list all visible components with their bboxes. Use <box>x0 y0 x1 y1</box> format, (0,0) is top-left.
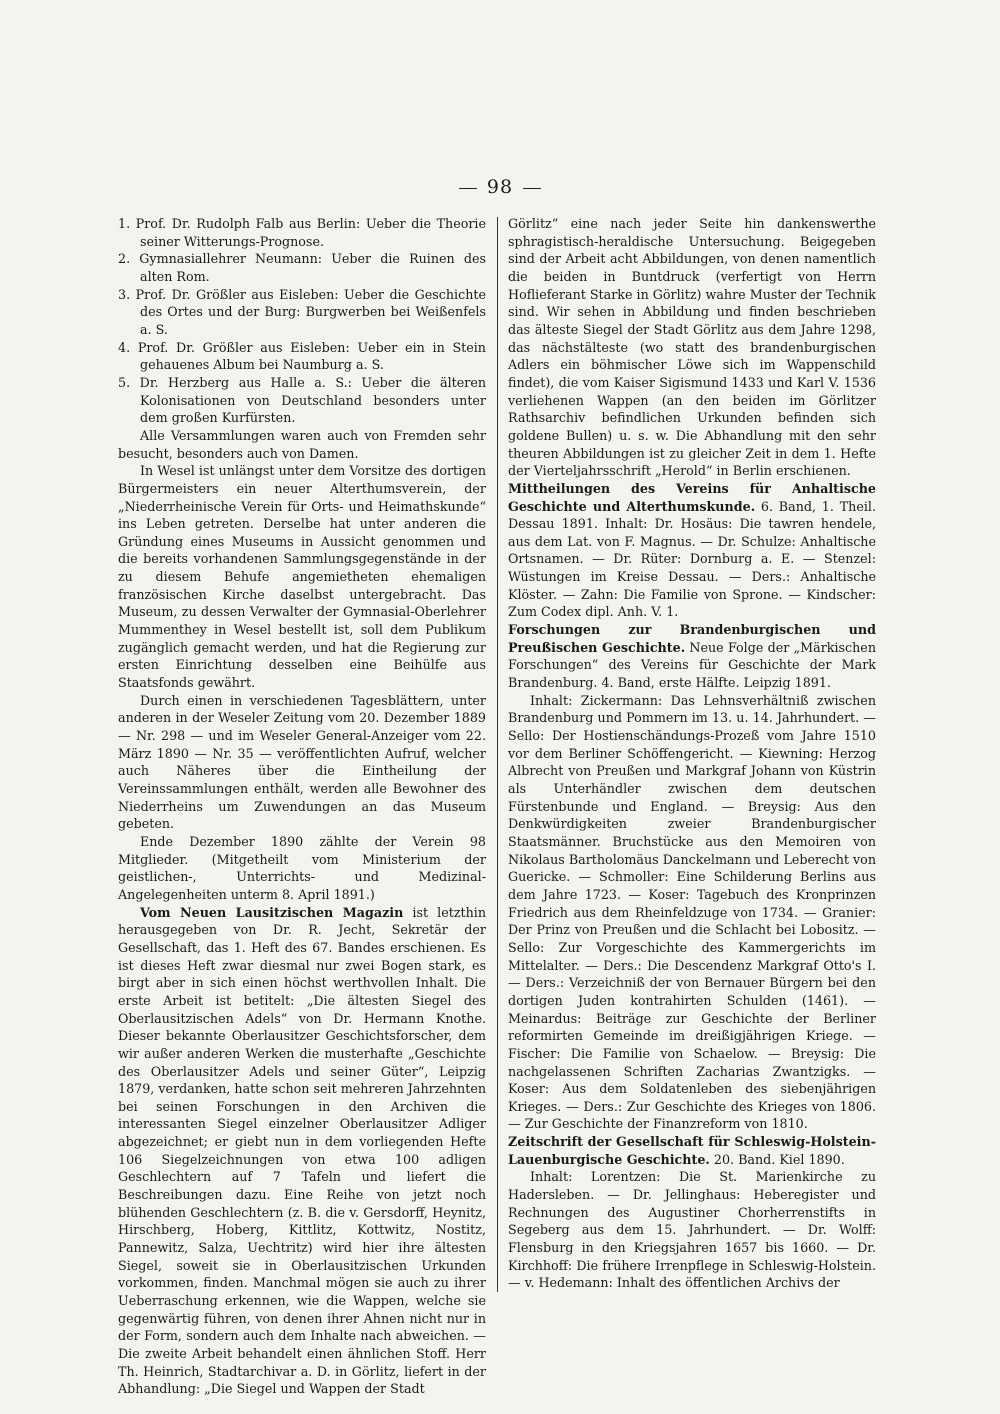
right-column <box>508 215 876 1292</box>
list-number: 2. <box>118 251 131 267</box>
sh-heading: Zeitschrift der Gesellschaft für Schleswig-Holstein-Lauenburgische Geschichte. <box>508 1134 876 1167</box>
anhalt-heading: Mittheilungen des Vereins für Anhaltische Geschichte und Alterthumskunde. <box>508 480 876 514</box>
list-number: 1. <box>118 216 131 231</box>
closing-paragraph: Alle Versammlungen waren auch von Fremden sehr besucht, besonders auch von Damen. <box>118 427 486 461</box>
sh-paragraph <box>508 1133 876 1168</box>
page-number-dash-left <box>459 188 477 189</box>
brand-heading: Forschungen zur Brandenburgischen und Preußischen Geschichte. <box>508 622 876 655</box>
magazin-text: ist letzthin herausgegeben von Dr. R. Jecht, Sekretär der Gesellschaft, das 1. Heft des 67. Bandes erschienen. Es ist dieses Heft zwar diesmal nur zwei Bogen stark, es birgt aber in sich einen höchst werthvollen Inhalt. Die erste Arbeit ist betitelt: „Die ältesten Siegel des Oberlausitzischen Adels“ von Dr. Hermann Knothe. Dieser bekannte Oberlausitzer Geschichtsforscher, dem wir außer anderen Werken die musterhafte „Geschichte des Oberlausitzer Adels und seiner Güter“, Leipzig 1879, verdanken, hatte schon seit mehreren Jahrzehnten bei seinen Forschungen in den Archiven die interessanten Siegel einzelner Oberlausitzer Adliger abgezeichnet; er giebt nun in dem vorliegenden Hefte 106 Siegelzeichnungen von etwa 100 adligen Geschlechtern auf 7 Tafeln und liefert die Beschreibungen dazu. Eine Reihe von jetzt noch blühenden Geschlechtern (z. B. die v. Gersdorff, Heynitz, Hirschberg, Hoberg, Kittlitz, Kottwitz, Nostitz, Pannewitz, Salza, Uechtritz) wird hier ihre ältesten Siegel, soweit sie in Oberlausitzischen Urkunden vorkommen, finden. Manchmal mögen sie auch zu ihrer Ueberraschung erkennen, wie die Wappen, welche sie gegenwärtig führen, von denen ihrer Ahnen nicht nur in der Form, sondern auch dem Inhalte nach abweichen. — Die zweite Arbeit behandelt einen ähnlichen Stoff. Herr Th. Heinrich, Stadtarchivar a. D. in Görlitz, liefert in der Abhandlung: „Die Siegel und Wappen der Stadt <box>118 904 487 1397</box>
wesel-paragraph: In Wesel ist unlängst unter dem Vorsitze des dortigen Bürgermeisters ein neuer Alterthumsverein, der „Niederrheinische Verein für Orts- und Heimathskunde“ ins Leben getreten. Derselbe hat unter anderen die Gründung eines Museums in Aussicht genommen und die bereits vorhandenen Sammlungsgegenstände in der zu diesem Behufe angemietheten ehemaligen französischen Kirche daselbst untergebracht. Das Museum, zu dessen Verwalter der Gymnasial-Oberlehrer Mummenthey in Wesel bestellt ist, soll dem Publikum zugänglich gemacht werden, und hat die Regierung zur ersten Einrichtung desselben eine Beihülfe aus Staatsfonds gewährt. <box>118 463 486 691</box>
list-item <box>118 250 486 285</box>
brand-paragraph <box>508 621 876 692</box>
list-text: Prof. Dr. Größler aus Eisleben: Ueber ein in Stein gehauenes Album bei Naumburg a. S. <box>137 339 486 373</box>
list-number: 4. <box>118 339 131 355</box>
list-item <box>118 339 486 374</box>
list-text: Prof. Dr. Größler aus Eisleben: Ueber die Geschichte des Ortes und der Burg: Burgwerben bei Weißenfels a. S. <box>135 286 486 337</box>
brand-text: Neue Folge der „Märkischen Forschungen“ des Vereins für Geschichte der Mark Brandenburg. 4. Band, erste Hälfte. Leipzig 1891. <box>508 639 876 691</box>
sh-contents: Inhalt: Lorentzen: Die St. Marienkirche zu Hadersleben. — Dr. Jellinghaus: Heberegister und Rechnungen des Augustiner Chorherrenstifts in Segeberg aus dem 15. Jahrhundert. — Dr. Wolff: Flensburg in den Kriegsjahren 1657 bis 1660. — Dr. Kirchhoff: Die frühere Irrenpflege in Schleswig-Holstein. — v. Hedemann: Inhalt des öffentlichen Archivs der <box>508 1169 876 1291</box>
brand-contents: Inhalt: Zickermann: Das Lehnsverhältniß zwischen Brandenburg und Pommern im 13. u. 14. Jahrhundert. — Sello: Der Hostienschändungs-Prozeß vom Jahre 1510 vor dem Berliner Schöffengericht. — Kiewning: Herzog Albrecht von Preußen und Markgraf Johann von Küstrin als Unterhändler zwischen dem deutschen Fürstenbunde und England. — Breysig: Aus den Denkwürdigkeiten zweier Brandenburgischer Staatsmänner. Bruchstücke aus den Memoiren von Nikolaus Bartholomäus Danckelmann und Leberecht von Guericke. — Schmoller: Eine Schilderung Berlins aus dem Jahre 1723. — Koser: Tagebuch des Kronprinzen Friedrich aus dem Rheinfeldzuge von 1734. — Granier: Der Prinz von Preußen und die Schlacht bei Lobositz. — Sello: Zur Vorgeschichte des Kammergerichts im Mittelalter. — Ders.: Die Descendenz Markgraf Otto's I. — Ders.: Verzeichniß der von Bernauer Bürgern bei den dortigen Juden kontrahirten Schulden (1461). — Meinardus: Beiträge zur Geschichte der Berliner reformirten Gemeinde im dreißigjährigen Kriege. — Fischer: Die Familie von Schaelow. — Breysig: Die nachgelassenen Schriften Zacharias Zwantzigks. — Koser: Aus dem Soldatenleben des siebenjährigen Krieges. — Ders.: Zur Geschichte des Krieges von 1806. — Zur Geschichte der Finanzreform von 1810. <box>508 692 876 1132</box>
list-item <box>118 286 486 339</box>
anhalt-text: 6. Band, 1. Theil. Dessau 1891. Inhalt: Dr. Hosäus: Die tawren hendele, aus dem Lat. von F. Magnus. — Dr. Schulze: Anhaltische Ortsnamen. — Dr. Rüter: Dornburg a. E. — Stenzel: Wüstungen im Kreise Dessau. — Ders.: Anhaltische Klöster. — Zahn: Die Familie von Sprone. — Kindscher: Zum Codex dipl. Anh. V. 1. <box>508 498 876 620</box>
magazin-heading: Vom Neuen Lausitzischen Magazin <box>140 904 404 920</box>
list-number: 3. <box>118 286 131 302</box>
anhalt-paragraph <box>508 480 876 621</box>
list-text: Prof. Dr. Rudolph Falb aus Berlin: Ueber die Theorie seiner Witterungs-Prognose. <box>135 216 486 249</box>
page-number-dash-right <box>523 188 541 189</box>
magazin-paragraph <box>118 904 486 1398</box>
page-number-value: 98 <box>486 176 514 198</box>
list-number: 5. <box>118 374 131 390</box>
list-text: Dr. Herzberg aus Halle a. S.: Ueber die älteren Kolonisationen von Deutschland besonders unter dem großen Kurfürsten. <box>139 374 486 426</box>
wesel-paragraph: Ende Dezember 1890 zählte der Verein 98 Mitglieder. (Mitgetheilt vom Ministerium der geistlichen-, Unterrichts- und Medizinal-Angelegenheiten unterm 8. April 1891.) <box>118 833 486 902</box>
page-number <box>0 176 1000 198</box>
column-rule <box>497 217 498 1292</box>
left-column <box>118 215 486 1398</box>
wesel-paragraph: Durch einen in verschiedenen Tagesblättern, unter anderen in der Weseler Zeitung vom 20. Dezember 1889 — Nr. 298 — und im Weseler General-Anzeiger vom 22. März 1890 — Nr. 35 — veröffentlichten Aufruf, welcher auch Näheres über die Eintheilung der Vereinssammlungen enthält, werden alle Bewohner des Niederrheins um Zuwendungen an das Museum gebeten. <box>118 692 486 832</box>
list-item <box>118 374 486 427</box>
lecture-list <box>118 215 486 427</box>
continuation-paragraph: Görlitz“ eine nach jeder Seite hin dankenswerthe sphragistisch-heraldische Untersuchung. Beigegeben sind der Arbeit acht Abbildungen, von denen namentlich die beiden in Buntdruck (verfertigt von Herrn Hoflieferant Starke in Görlitz) wahre Muster der Technik sind. Wir sehen in Abbildung und finden beschrieben das älteste Siegel der Stadt Görlitz aus dem Jahre 1298, das nächstälteste (wo statt des brandenburgischen Adlers ein böhmischer Löwe sich im Wappenschild findet), die vom Kaiser Sigismund 1433 und Karl V. 1536 verliehenen Wappen (an den beiden im Görlitzer Rathsarchiv befindlichen Urkunden befinden sich goldene Bullen) u. s. w. Die Abhandlung mit den sehr theuren Abbildungen ist zu gleicher Zeit in dem 1. Hefte der Vierteljahrsschrift „Herold“ in Berlin erschienen. <box>508 216 876 479</box>
list-item <box>118 215 486 250</box>
sh-text: 20. Band. Kiel 1890. <box>709 1151 845 1167</box>
list-text: Gymnasiallehrer Neumann: Ueber die Ruinen des alten Rom. <box>139 251 486 284</box>
